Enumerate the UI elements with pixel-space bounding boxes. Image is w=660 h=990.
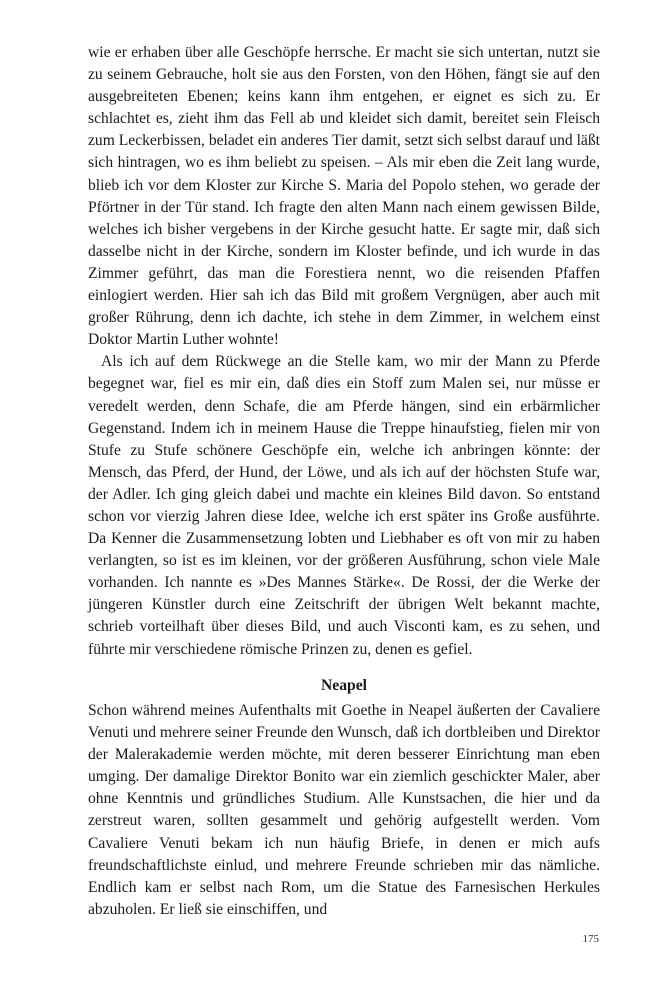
main-text <box>88 42 600 661</box>
section-heading: Neapel <box>321 677 367 694</box>
section-text <box>88 700 600 921</box>
paragraph-continued: wie er erhaben über alle Geschöpfe herrsche. Er macht sie sich untertan, nutzt sie zu seinem Gebrauche, holt sie aus den Forsten, von den Höhen, fängt sie auf den ausgebreiteten Ebenen; keins kann ihm entgehen, er eignet es sich zu. Er schlachtet es, zieht ihm das Fell ab und kleidet sich damit, bereitet sein Fleisch zum Leckerbissen, beladet ein anderes Tier damit, setzt sich selbst darauf und läßt sich hintragen, wo es ihm beliebt zu speisen. – Als mir eben die Zeit lang wurde, blieb ich vor dem Kloster zur Kirche S. Maria del Popolo stehen, wo gerade der Pförtner in der Tür stand. Ich fragte den alten Mann nach einem gewissen Bilde, welches ich bisher vergebens in der Kirche gesucht hatte. Er sagte mir, daß sich dasselbe nicht in der Kirche, sondern im Kloster befinde, und ich wurde in das Zimmer geführt, das man die Forestiera nennt, wo die reisenden Pfaffen einlogiert werden. Hier sah ich das Bild mit großem Vergnügen, aber auch mit großer Rührung, denn ich dachte, ich stehe in dem Zimmer, in welchem einst Doktor Martin Luther wohnte! <box>88 44 600 349</box>
page-number: 175 <box>582 933 599 945</box>
paragraph-rueckweg: Als ich auf dem Rückwege an die Stelle kam, wo mir der Mann zu Pferde begegnet war, fiel es mir ein, daß dies ein Stoff zum Malen sei, nur müsse er veredelt werden, denn Schafe, die am Pferde hängen, sind ein erbärmlicher Gegenstand. Indem ich in meinem Hause die Treppe hinaufstieg, fielen mir von Stufe zu Stufe schönere Geschöpfe ein, welche ich anbringen könnte: der Mensch, das Pferd, der Hund, der Löwe, und als ich auf der höchsten Stufe war, der Adler. Ich ging gleich dabei und machte ein kleines Bild davon. So entstand schon vor vierzig Jahren diese Idee, welche ich erst später ins Große ausführte. Da Kenner die Zusammensetzung lobten und Liebhaber es oft von mir zu haben verlangten, so ist es im kleinen, vor der größeren Ausführung, schon viele Male vorhanden. Ich nannte es »Des Mannes Stärke«. De Rossi, der die Werke der jüngeren Künstler durch eine Zeitschrift der übrigen Welt bekannt machte, schrieb vorteilhaft über dieses Bild, und auch Visconti kam, es zu sehen, und führte mir verschiedene römische Prinzen zu, denen es gefiel. <box>88 353 600 658</box>
paragraph-neapel: Schon während meines Aufenthalts mit Goethe in Neapel äußerten der Cavaliere Venuti und mehrere seiner Freunde den Wunsch, daß ich dortbleiben und Direktor der Malerakademie werden möchte, mit deren besserer Einrichtung man eben umging. Der damalige Direktor Bonito war ein ziemlich geschickter Maler, aber ohne Kenntnis und gründliches Studium. Alle Kunstsachen, die hier und da zerstreut waren, sollten gesammelt und gehörig aufgestellt werden. Vom Cavaliere Venuti bekam ich nun häufig Briefe, in denen er mich aufs freundschaftlichste einlud, und mehrere Freunde schrieben mir das nämliche. Endlich kam er selbst nach Rom, um die Statue des Farnesischen Herkules abzuholen. Er ließ sie einschiffen, und <box>88 702 600 918</box>
